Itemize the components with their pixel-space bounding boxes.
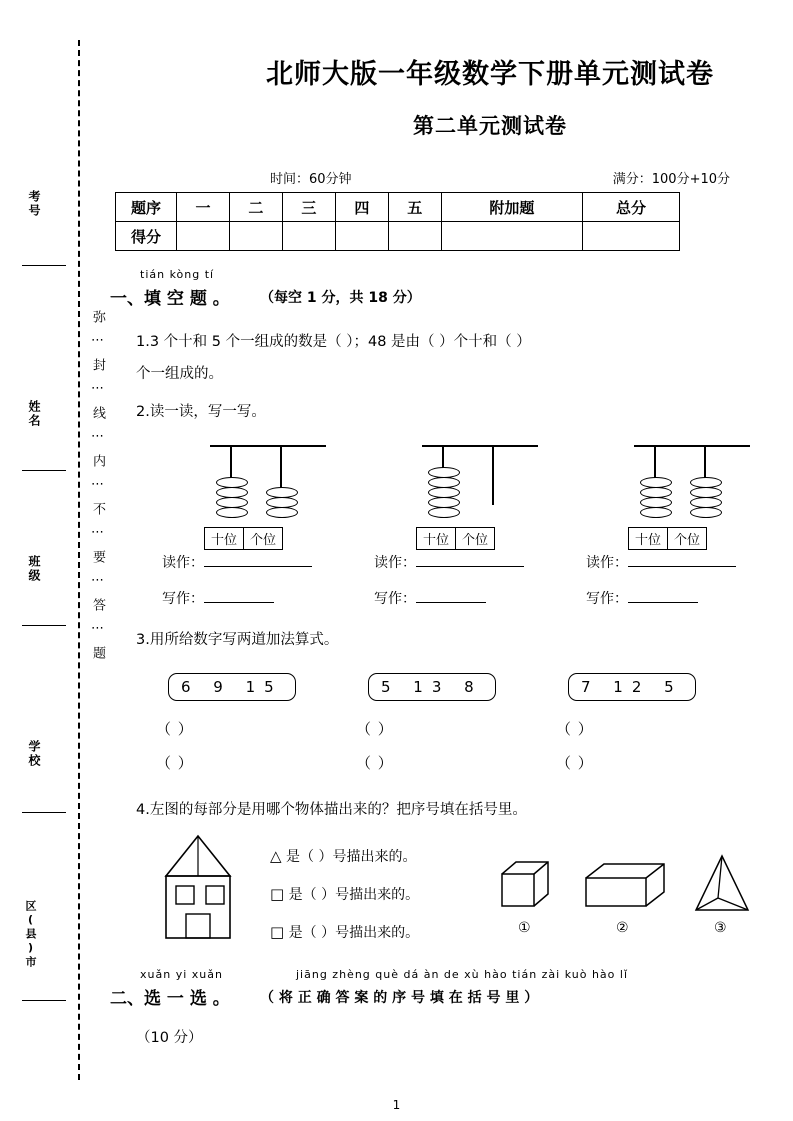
answer-blank-1a[interactable]: （ ） (156, 720, 194, 738)
cuboid-icon (580, 856, 680, 918)
question-3-text: 3.用所给数字写两道加法算式。 (136, 632, 339, 648)
margin-rule-2 (22, 470, 66, 471)
margin-label-exam-number: 考号 (27, 190, 41, 218)
section1-heading: 一、填 空 题 。 (110, 289, 230, 309)
margin-label-district: 区(县)市 (24, 900, 37, 969)
exam-full-score: 满分：100分+10分 (612, 172, 730, 187)
number-box-3: 7 12 5 (568, 673, 696, 701)
section1-tail: （每空 1 分，共 18 分） (260, 290, 421, 306)
abacus-1-labels (204, 527, 283, 550)
margin-label-name: 姓名 (27, 400, 41, 428)
pyramid-icon (688, 852, 758, 920)
abacus-beam (210, 445, 326, 447)
score-cell-1[interactable] (177, 222, 230, 251)
bead (690, 507, 722, 518)
left-margin-strip (0, 0, 120, 1121)
abacus-beam (634, 445, 750, 447)
score-cell-4[interactable] (335, 222, 388, 251)
paper-content (110, 0, 780, 1121)
score-table-col-4: 四 (335, 193, 388, 222)
margin-rule-3 (22, 625, 66, 626)
score-cell-3[interactable] (282, 222, 335, 251)
bead (428, 507, 460, 518)
score-cell-7[interactable] (582, 222, 679, 251)
abacus-2-ones-label: 个位 (462, 533, 489, 548)
read-blank-3[interactable] (628, 566, 736, 567)
section2-pinyin-left: xuǎn yi xuǎn (140, 968, 223, 981)
table-row (116, 222, 680, 251)
answer-blank-3b[interactable]: （ ） (556, 754, 594, 772)
page-subtitle: 第二单元测试卷 (413, 114, 567, 138)
number-box-1: 6 9 15 (168, 673, 296, 701)
write-blank-1[interactable] (204, 602, 274, 603)
score-table-col-2: 二 (229, 193, 282, 222)
bead (266, 507, 298, 518)
score-table-col-3: 三 (282, 193, 335, 222)
section1-pinyin: tián kòng tí (140, 268, 215, 281)
read-blank-2[interactable] (416, 566, 524, 567)
abacus-3-tens-label: 十位 (629, 528, 668, 549)
option-label-1: ① (518, 920, 531, 936)
answer-blank-2a[interactable]: （ ） (356, 720, 394, 738)
page-number: 1 (392, 1098, 401, 1112)
margin-rule-5 (22, 1000, 66, 1001)
score-cell-2[interactable] (229, 222, 282, 251)
abacus-2-tens-label: 十位 (417, 528, 456, 549)
abacus-2-labels (416, 527, 495, 550)
question-1-line-2: 个一组成的。 (136, 366, 223, 382)
option-label-3: ③ (714, 920, 727, 936)
abacus-2 (410, 445, 550, 550)
write-label-2: 写作： (374, 591, 416, 607)
exam-meta (270, 168, 730, 187)
seal-line-text: 弥⋯封⋯线⋯内⋯不⋯要⋯答⋯题 (90, 310, 105, 669)
abacus-1-tens-label: 十位 (205, 528, 244, 549)
question-1-line-1: 1.3 个十和 5 个一组成的数是（ ）；48 是由（ ）个十和（ ） (136, 334, 531, 350)
table-row (116, 193, 680, 222)
number-box-2: 5 13 8 (368, 673, 496, 701)
read-blank-1[interactable] (204, 566, 312, 567)
bead (216, 507, 248, 518)
q4-item-text-2[interactable]: 是（ ）号描出来的。 (288, 887, 420, 903)
write-blank-3[interactable] (628, 602, 698, 603)
score-table-row-header-2: 得分 (116, 222, 177, 251)
read-label-1: 读作： (162, 555, 204, 571)
question-4-text: 4.左图的每部分是用哪个物体描出来的？把序号填在括号里。 (136, 802, 527, 818)
section2-heading: 二、选 一 选 。 (110, 989, 230, 1009)
read-label-3: 读作： (586, 555, 628, 571)
margin-rule-1 (22, 265, 66, 266)
section2-pinyin-right: jiāng zhèng què dá àn de xù hào tián zài kuò hào lǐ (296, 968, 629, 981)
write-blank-2[interactable] (416, 602, 486, 603)
score-table-col-6: 附加题 (441, 193, 582, 222)
abacus-rod-ones (492, 445, 494, 505)
write-label-1: 写作： (162, 591, 204, 607)
abacus-1-ones-label: 个位 (250, 533, 277, 548)
option-label-2: ② (616, 920, 629, 936)
score-table-col-5: 五 (388, 193, 441, 222)
page-title: 北师大版一年级数学下册单元测试卷 (266, 59, 714, 90)
abacus-3 (622, 445, 762, 550)
exam-time: 时间：60分钟 (270, 172, 352, 187)
answer-blank-1b[interactable]: （ ） (156, 754, 194, 772)
q4-item-text-1[interactable]: 是（ ）号描出来的。 (286, 849, 417, 865)
abacus-1 (198, 445, 338, 550)
answer-blank-2b[interactable]: （ ） (356, 754, 394, 772)
write-label-3: 写作： (586, 591, 628, 607)
score-cell-5[interactable] (388, 222, 441, 251)
q4-shape-2: □ (270, 885, 285, 903)
score-table-col-1: 一 (177, 193, 230, 222)
abacus-beam (422, 445, 538, 447)
q4-item-text-3[interactable]: 是（ ）号描出来的。 (288, 925, 420, 941)
q4-shape-1: △ (270, 847, 282, 865)
cube-icon (496, 856, 566, 918)
q4-shape-3: □ (270, 923, 285, 941)
house-illustration (150, 830, 260, 945)
bead (640, 507, 672, 518)
dashed-seal-line (78, 40, 80, 1080)
margin-label-school: 学校 (27, 740, 41, 768)
score-table-col-7: 总分 (582, 193, 679, 222)
margin-label-class: 班级 (27, 555, 41, 583)
answer-blank-3a[interactable]: （ ） (556, 720, 594, 738)
abacus-3-ones-label: 个位 (674, 533, 701, 548)
section2-tail: （ 将 正 确 答 案 的 序 号 填 在 括 号 里 ） (260, 990, 539, 1006)
read-label-2: 读作： (374, 555, 416, 571)
abacus-3-labels (628, 527, 707, 550)
score-table-row-header-1: 题序 (116, 193, 177, 222)
margin-rule-4 (22, 812, 66, 813)
score-cell-6[interactable] (441, 222, 582, 251)
score-table (115, 192, 680, 251)
question-2-text: 2.读一读，写一写。 (136, 404, 266, 420)
section2-score: （10 分） (136, 1030, 203, 1046)
